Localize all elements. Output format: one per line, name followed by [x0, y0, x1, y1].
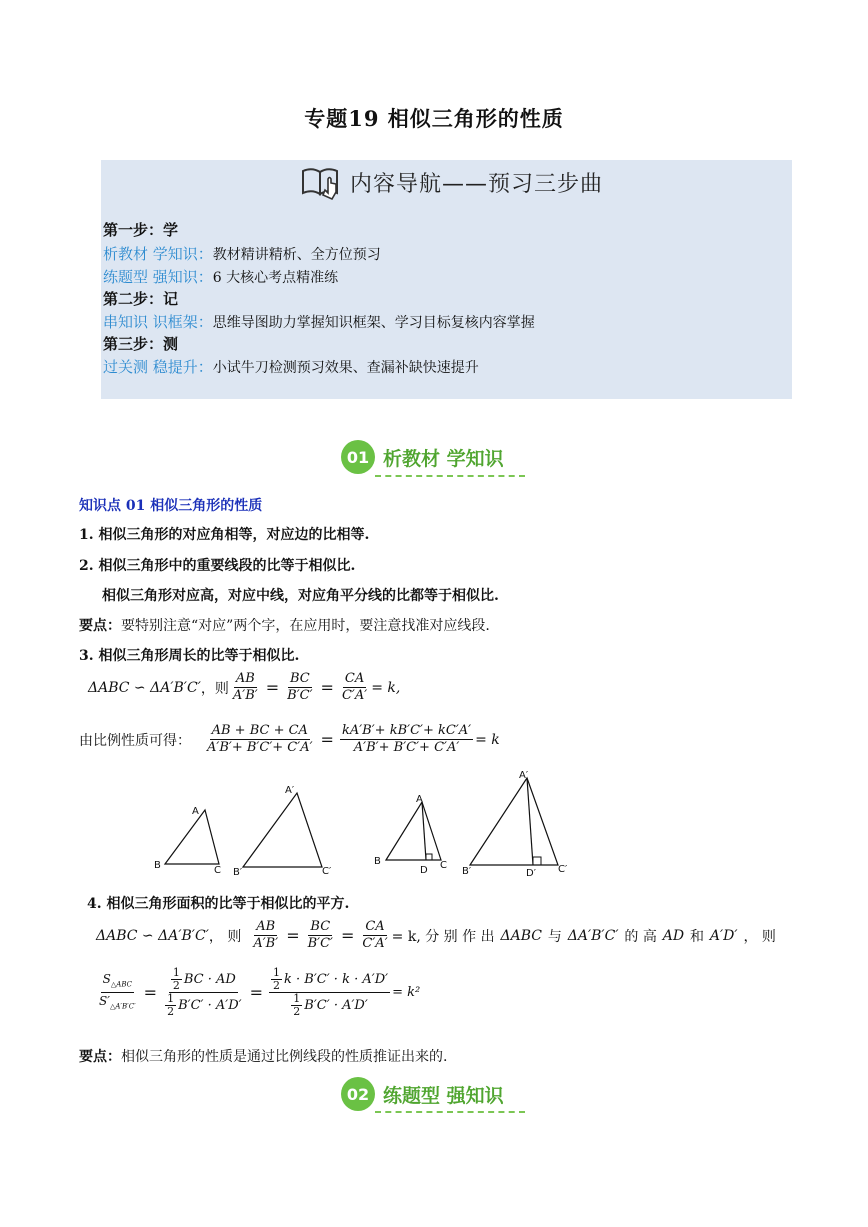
section-02-badge [341, 1074, 504, 1114]
label-c1: C′ [322, 866, 332, 877]
section-02-label: 练题型 强知识 [383, 1084, 504, 1107]
half-den-2: 2 [167, 1005, 175, 1018]
label-c1-2: C′ [558, 864, 568, 875]
property-3: 3. 相似三角形周长的比等于相似比. [79, 648, 300, 664]
section-02-number: 02 [341, 1077, 375, 1111]
eq3-gao: 的 高 [624, 928, 657, 945]
label-d: D [420, 865, 428, 876]
triangle-a1b1c1 [243, 793, 322, 867]
eq2-num-1: AB + BC + CA [211, 723, 308, 738]
eq3-abc: ΔABC [500, 927, 542, 944]
nav-row-4 [103, 356, 479, 377]
eq2-k: = k [475, 731, 500, 748]
area-s2-sub: △A′B′C′ [109, 1002, 136, 1011]
nav-row-2-desc: 6 大核心考点精准练 [212, 270, 339, 286]
section-01-underline [375, 475, 525, 477]
half-num-1: 1 [172, 966, 180, 979]
eq1-similar: ΔABC ∽ ΔA′B′C′ [88, 679, 201, 696]
nav-row-4-desc: 小试牛刀检测预习效果、查漏补缺快速提升 [212, 360, 479, 376]
page-title: 专题19 相似三角形的性质 [304, 106, 564, 131]
nav-row-3-desc: 思维导图助力掌握知识框架、学习目标复核内容掌握 [212, 315, 535, 331]
eq3-then: ， 则 [208, 928, 242, 945]
eq3-frac-bc [306, 919, 335, 952]
eq2-frac-1 [205, 723, 315, 756]
eq3-frac-ca [360, 919, 389, 952]
eq3-frac-ab [251, 919, 280, 952]
equation-area-setup: ΔABC ∽ ΔA′B′C′ ， 则 $\frac{AB}{A'B'}$ = $\frac{BC}{B'C'}$ = $\frac{CA}{C'A'}$ = k, 分 别 作 出 ΔABC 与 ΔA′B′C′ 的 高 AD 和 A′D′ ， 则 [96, 919, 776, 951]
equation-proportion: 由比例性质可得： $\frac{AB + BC + CA}{A'B'+ B'C'+ C'A'}$ = $\frac{kA'B'+ kB'C'+ kC'A'}{A'B'+ B'C'+ C'A'}$ = k [79, 723, 500, 755]
eq2-den-2: A′B′+ B′C′+ C′A′ [353, 740, 460, 755]
eq2-pre: 由比例性质可得： [79, 732, 191, 749]
eq1-frac-ca [340, 671, 369, 704]
triangle-abc [165, 810, 219, 864]
content-nav-header [300, 162, 603, 202]
content-nav-title: 内容导航——预习三步曲 [350, 171, 604, 197]
eq3-ab-den: A′B′ [253, 936, 279, 951]
eq3-he: 和 [689, 928, 704, 945]
note-2-text: 相似三角形的性质是通过比例线段的性质推证出来的. [121, 1049, 448, 1065]
eq1-ca-den: C′A′ [341, 688, 368, 703]
note-2-label: 要点： [79, 1049, 121, 1065]
note-1 [79, 615, 490, 635]
nav-row-4-key: 过关测 稳提升： [103, 358, 213, 376]
label-a: A [192, 806, 199, 817]
similar-triangles-figure [150, 768, 590, 878]
half-den-3: 2 [273, 979, 280, 992]
property-2: 2. 相似三角形中的重要线段的比等于相似比. [79, 558, 356, 574]
note-1-label: 要点： [79, 618, 121, 634]
nav-row-1 [103, 243, 381, 264]
half-num-2: 1 [167, 992, 175, 1005]
eq1-k: = k, [371, 679, 401, 696]
eq3-similar: ΔABC ∽ ΔA′B′C′ [96, 927, 209, 944]
eq1-ca-num: CA [344, 671, 365, 686]
nav-step-3: 第三步：测 [103, 335, 179, 353]
label-c: C [214, 865, 221, 876]
area-frac-2 [269, 967, 390, 1018]
equation-area-ratio: $\frac{S_{\triangle ABC}}{S'_{\triangle A'B'C'}}$ = $\frac{1}{2}$ BC · AD $\frac{1}{2}$ B′C′ · A′D′ = $\frac{1}{2}$ k · B′C′ · k · A′D′ $\frac{1}{2}$ B′C′ · A′D′ = k² [99, 966, 421, 1018]
equation-perimeter-ratio: ΔABC ∽ ΔA′B′C′ ，则 $\frac{AB}{A'B'}$ = $\frac{BC}{B'C'}$ = $\frac{CA}{C'A'}$ = k, [88, 671, 401, 703]
eq1-frac-ab [231, 671, 260, 704]
eq3-ca-den: C′A′ [362, 936, 388, 951]
nav-step-2: 第二步：记 [103, 290, 179, 308]
nav-row-3 [103, 311, 535, 332]
area-num-1: BC · AD [183, 971, 236, 987]
half-den-4: 2 [293, 1005, 301, 1018]
label-b: B [154, 860, 161, 871]
eq1-ab-den: A′B′ [232, 688, 258, 703]
section-01-badge [341, 437, 504, 477]
eq3-ze: ， 则 [743, 928, 776, 945]
section-01-number: 01 [341, 440, 375, 474]
nav-row-1-key: 析教材 学知识： [103, 245, 213, 263]
area-den-2: B′C′ · A′D′ [304, 997, 368, 1013]
area-k2: = k² [392, 985, 421, 1000]
label-d1: D′ [526, 868, 536, 878]
section-02-underline [375, 1111, 525, 1113]
label-b-2: B [374, 856, 381, 867]
label-a-2: A [416, 794, 423, 805]
area-den-1: B′C′ · A′D′ [178, 997, 242, 1013]
label-b1: B′ [233, 867, 243, 878]
eq3-abc2: ΔA′B′C′ [567, 927, 619, 944]
area-s2: S′ [99, 994, 110, 1008]
triangle-abc-altitude [386, 802, 441, 860]
note-1-text: 要特别注意“对应”两个字，在应用时，要注意找准对应线段. [121, 618, 490, 634]
note-2 [79, 1046, 447, 1066]
eq2-frac-2 [340, 723, 473, 756]
area-frac-1 [163, 967, 244, 1018]
triangle-a1b1c1-altitude [470, 778, 558, 865]
eq3-ad2: A′D′ [709, 927, 738, 944]
nav-row-2-key: 练题型 强知识： [103, 268, 213, 286]
eq3-bc-den: B′C′ [307, 936, 333, 951]
half-num-3: 1 [273, 966, 280, 979]
nav-step-1: 第一步：学 [103, 221, 179, 239]
eq3-post: = k, 分 别 作 出 [391, 928, 495, 945]
label-b1-2: B′ [462, 866, 472, 877]
eq2-den-1: A′B′+ B′C′+ C′A′ [207, 740, 313, 755]
eq1-then: ，则 [200, 680, 229, 697]
nav-row-3-key: 串知识 识框架： [103, 313, 213, 331]
eq1-ab-num: AB [235, 671, 255, 686]
nav-row-1-desc: 教材精讲精析、全方位预习 [212, 247, 381, 263]
eq1-frac-bc [285, 671, 314, 704]
nav-row-2 [103, 266, 338, 287]
right-angle-d1 [533, 857, 541, 865]
book-pointer-icon [300, 163, 344, 201]
area-ratio-frac [97, 971, 138, 1015]
eq3-bc-num: BC [310, 919, 331, 934]
eq3-yu: 与 [547, 928, 562, 945]
eq3-ad: AD [662, 927, 685, 944]
area-s: S [102, 971, 111, 986]
right-angle-d [426, 854, 432, 860]
label-a1-2: A′ [519, 770, 529, 781]
section-01-label: 析教材 学知识 [383, 447, 504, 470]
eq1-bc-den: B′C′ [287, 688, 313, 703]
eq3-ca-num: CA [365, 919, 385, 934]
eq1-bc-num: BC [289, 671, 310, 686]
area-s-sub: △ABC [110, 980, 132, 988]
label-c-2: C [440, 860, 447, 871]
area-num-2: k · B′C′ · k · A′D′ [284, 971, 389, 987]
eq2-num-2: kA′B′+ kB′C′+ kC′A′ [341, 723, 472, 738]
knowledge-point-title: 知识点 01 相似三角形的性质 [79, 498, 263, 514]
property-1: 1. 相似三角形的对应角相等，对应边的比相等. [79, 527, 370, 543]
half-den-1: 2 [172, 979, 180, 992]
property-2-detail: 相似三角形对应高，对应中线，对应角平分线的比都等于相似比. [102, 588, 499, 604]
property-4: 4. 相似三角形面积的比等于相似比的平方. [87, 896, 350, 912]
half-num-4: 1 [293, 992, 301, 1005]
eq3-ab-num: AB [256, 919, 276, 934]
label-a1: A′ [285, 785, 295, 796]
